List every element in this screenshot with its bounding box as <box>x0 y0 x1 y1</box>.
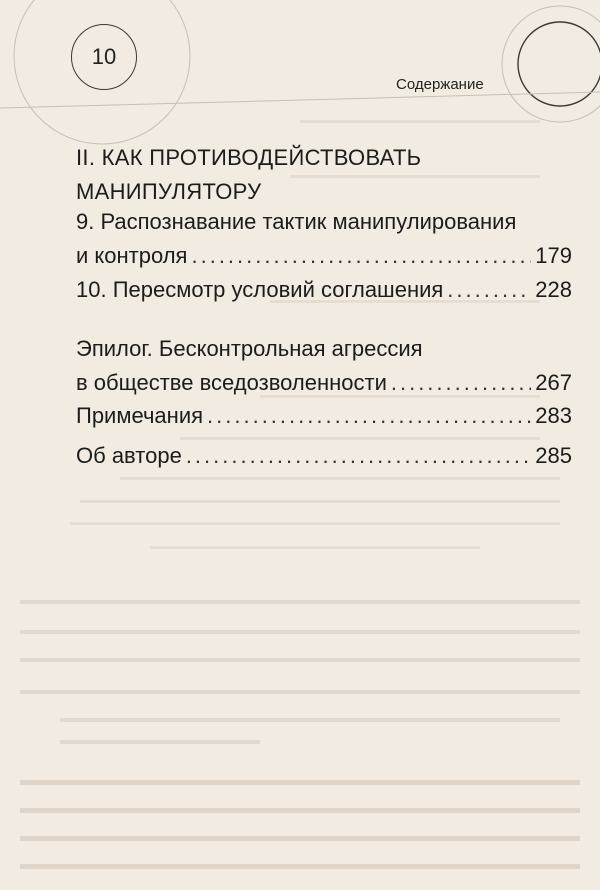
toc-entry-notes[interactable] <box>76 399 572 433</box>
dot-leader <box>191 239 531 273</box>
toc-entry-line <box>76 399 572 433</box>
toc-entry-line <box>76 439 572 473</box>
toc-entry-title-line1: Эпилог. Бесконтрольная агрессия <box>76 336 423 361</box>
toc-entry-line <box>76 366 572 400</box>
toc-entry-title: Об авторе <box>76 443 182 468</box>
dot-leader <box>207 399 531 433</box>
toc-page-number: 228 <box>535 277 572 302</box>
toc-entry-chapter-9[interactable] <box>76 205 572 273</box>
toc-page-number: 267 <box>535 370 572 395</box>
running-header: Содержание <box>396 76 484 93</box>
toc-entry-title-line2: в обществе вседозволенности <box>76 370 387 395</box>
toc-page-number: 285 <box>535 443 572 468</box>
toc-page-number: 283 <box>535 403 572 428</box>
toc-entry-title-line2: и контроля <box>76 243 188 268</box>
section-heading <box>76 141 516 209</box>
toc-entry-title: Примечания <box>76 403 204 428</box>
dot-leader <box>391 366 531 400</box>
toc-entry-line <box>76 273 572 307</box>
section-heading-line2: МАНИПУЛЯТОРУ <box>76 179 262 204</box>
toc-entry-line <box>76 239 572 273</box>
dot-leader <box>186 439 531 473</box>
dot-leader <box>447 273 531 307</box>
toc-entry-title: 10. Пересмотр условий соглашения <box>76 277 444 302</box>
toc-entry-title-line1: 9. Распознавание тактик манипулирования <box>76 209 517 234</box>
toc-entry-about-author[interactable] <box>76 439 572 473</box>
toc-entry-chapter-10[interactable] <box>76 273 572 307</box>
page-number: 10 <box>71 24 137 90</box>
toc-page-number: 179 <box>535 243 572 268</box>
decorative-line <box>0 92 600 108</box>
toc-entry-epilogue[interactable] <box>76 332 572 400</box>
section-heading-line1: II. КАК ПРОТИВОДЕЙСТВОВАТЬ <box>76 145 422 170</box>
